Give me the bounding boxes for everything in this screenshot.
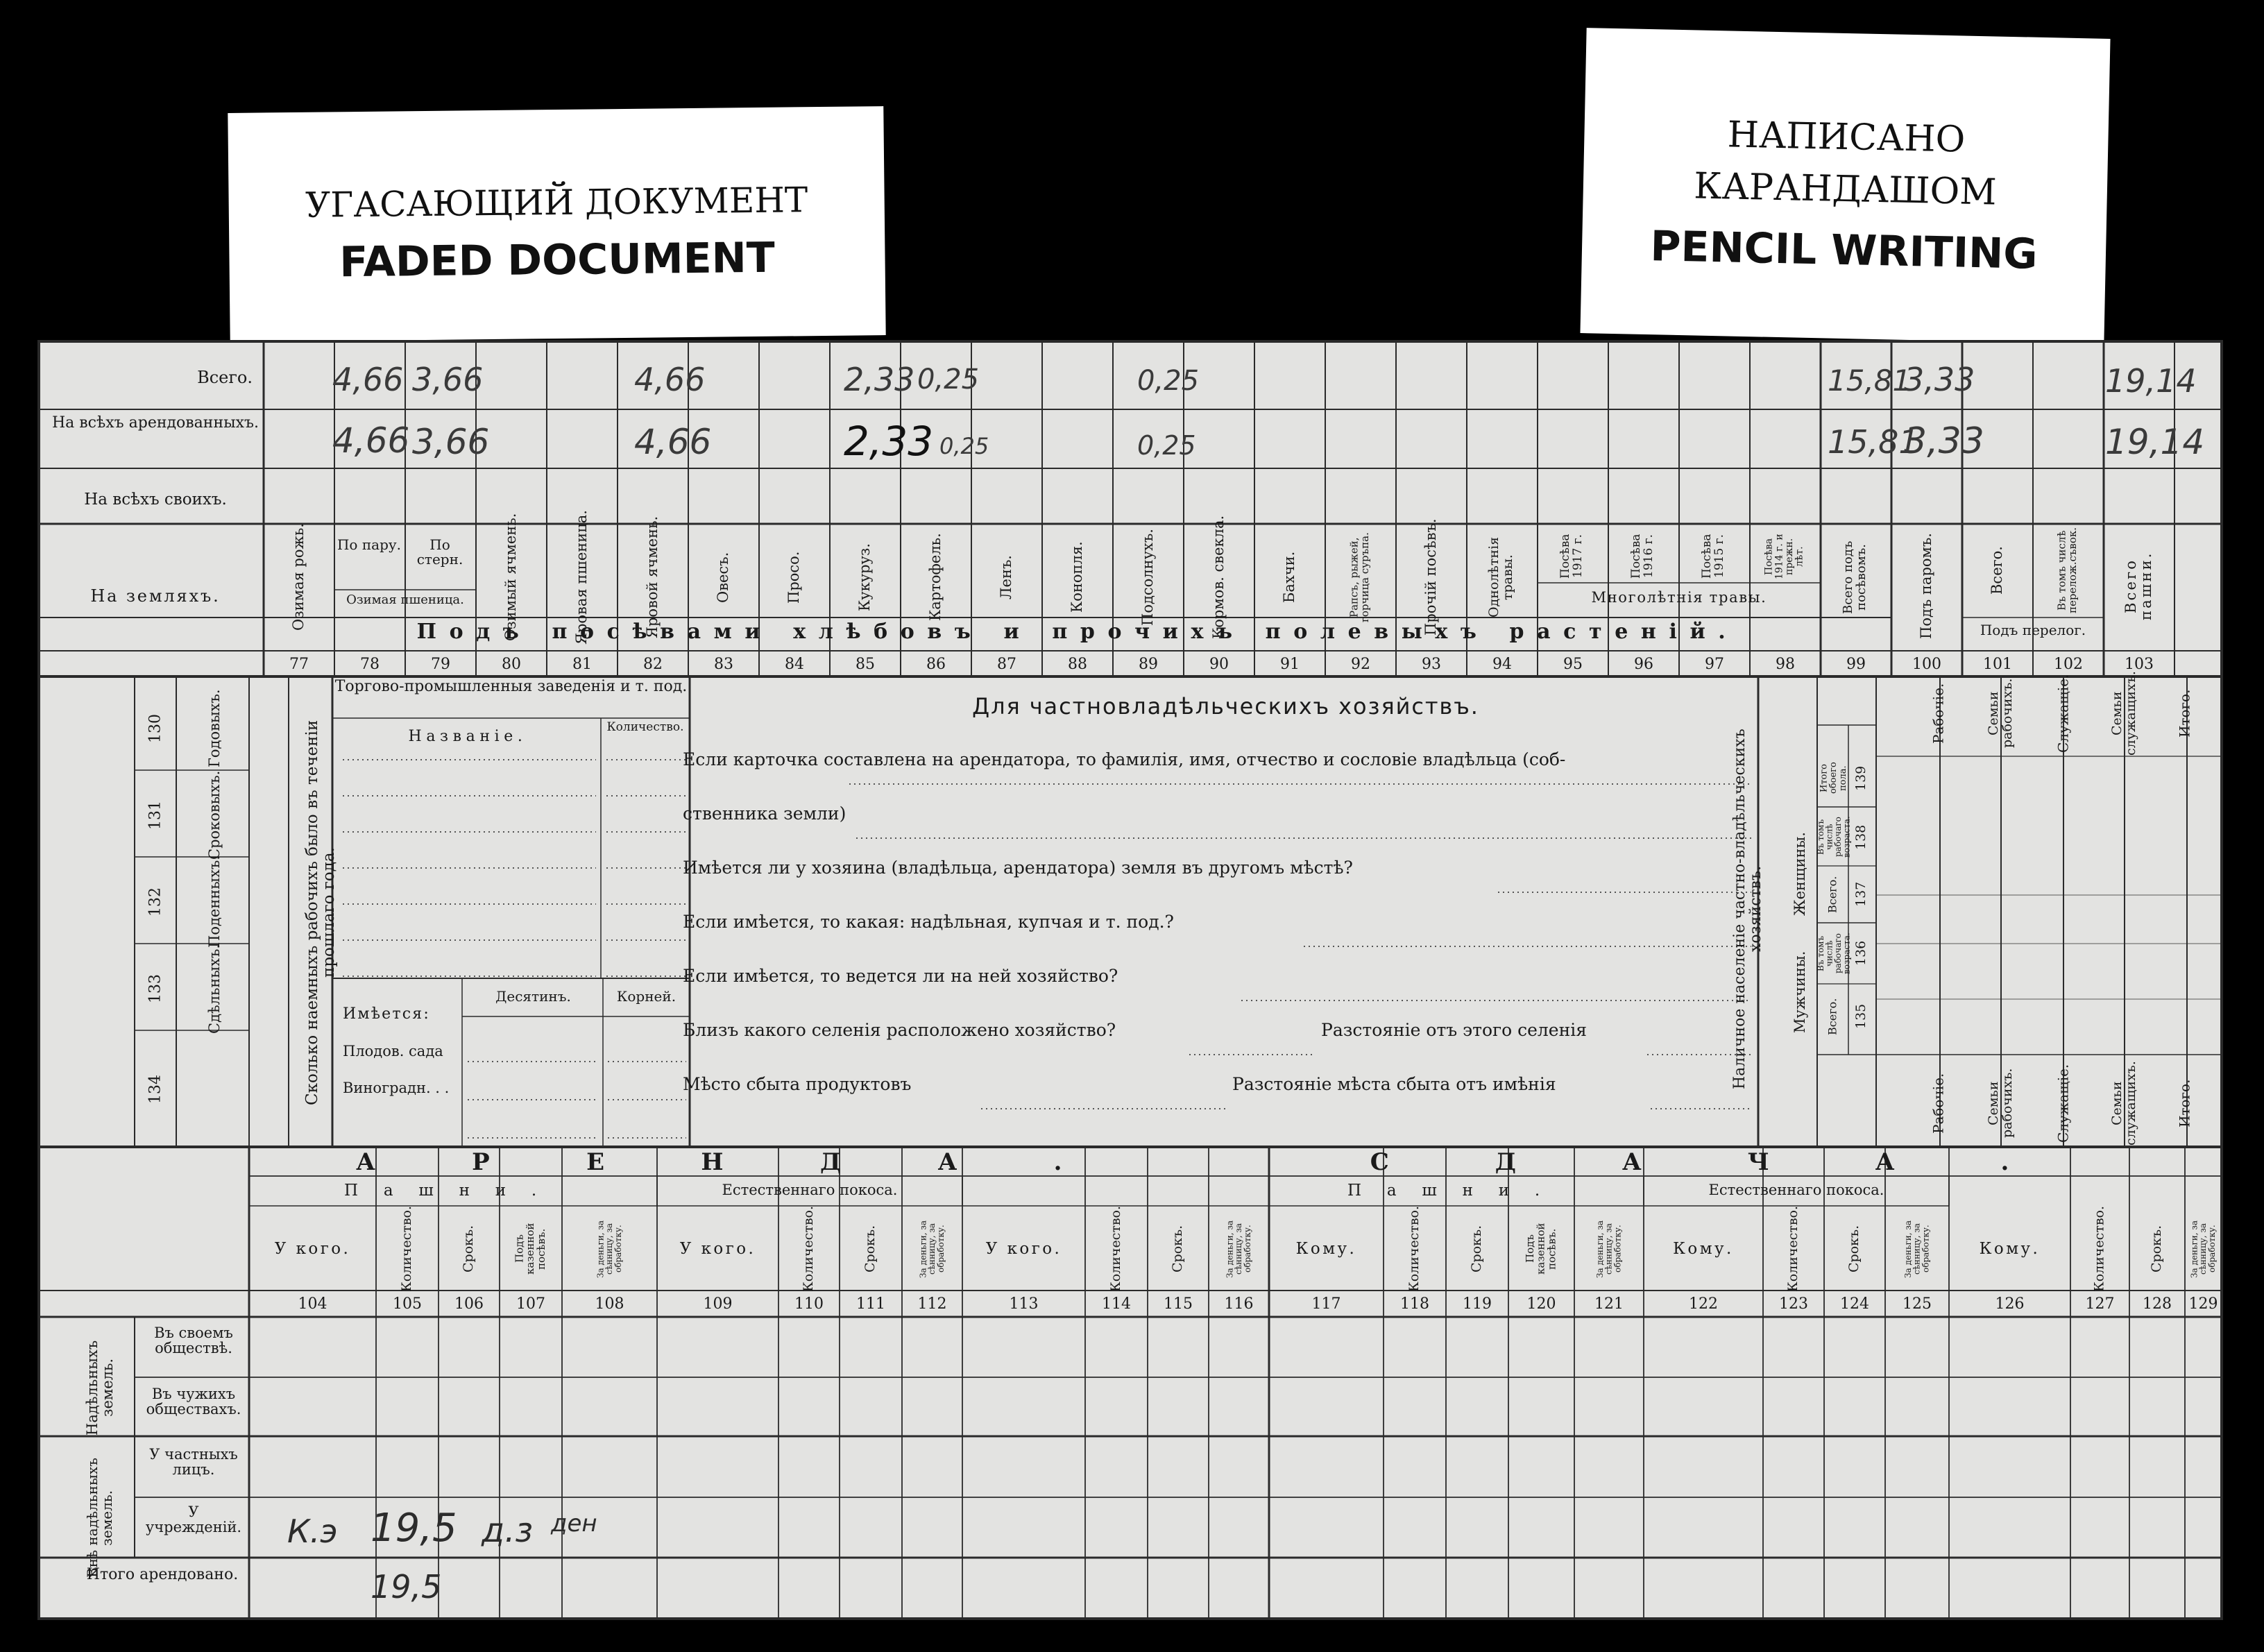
sluzh-bottom: Служащіе. <box>2054 1064 2072 1143</box>
faded-document-sticker <box>228 106 885 342</box>
pencil-105: 19,5 <box>371 1506 457 1551</box>
q5: Близъ какого селенія расположено хозяйство? <box>683 1020 1116 1040</box>
bottom-col-num-128: 128 <box>2143 1295 2172 1313</box>
men-vtomchisle: Въ томъ числѣ рабочаго возраста. <box>1815 933 1852 974</box>
col-89-label: Подсолнухъ. <box>1139 529 1156 626</box>
semi-rab-top: Семьи рабочихъ. <box>1986 678 2015 749</box>
row-label-zemli: На земляхъ. <box>90 586 221 606</box>
row-uchrezh: У учрежденій. <box>145 1504 242 1536</box>
col-93-label: Прочій посѣвъ. <box>1422 518 1439 636</box>
arenda-pashni: Пашни. <box>344 1182 562 1200</box>
vne-group-label: Внѣ надѣльныхъ земель. <box>84 1458 115 1578</box>
bottom-col-num-106: 106 <box>454 1295 484 1313</box>
sluzh-top: Служащіе. <box>2054 674 2072 753</box>
num-134: 134 <box>146 1075 164 1104</box>
pencil-106: д.з <box>482 1511 533 1550</box>
pencil-vsego-100: 3,33 <box>1904 361 1975 398</box>
pencil-arend-103: 19,14 <box>2105 422 2205 462</box>
top-col-num-101: 101 <box>1983 656 2012 673</box>
bottom-header-114: Количество. <box>1108 1205 1124 1292</box>
pencil-total: 19,5 <box>371 1568 442 1606</box>
label-130: Годовыхъ. <box>205 689 223 768</box>
pencil-arend-78: 3,66 <box>412 422 490 462</box>
bottom-header-124: Срокъ. <box>1846 1225 1862 1273</box>
bottom-header-105: Количество. <box>399 1205 415 1292</box>
col-86-label: Картофель. <box>926 533 944 622</box>
pencil-arend-86: 0,25 <box>939 433 989 459</box>
bottom-col-num-127: 127 <box>2085 1295 2115 1313</box>
men-vsego: Всего. <box>1825 998 1839 1035</box>
bottom-col-num-110: 110 <box>794 1295 824 1313</box>
top-col-num-82: 82 <box>643 656 663 673</box>
col-103-label: Всего пашни. <box>2122 551 2154 621</box>
top-col-num-89: 89 <box>1139 656 1158 673</box>
bottom-header-116: За деньги, за сѣнницу, за обработку. <box>1225 1220 1252 1278</box>
banner-pod-posevami: Подъ посѣвами хлѣбовъ и прочихъ полевыхъ растеній. <box>416 620 1739 644</box>
bottom-header-106: Срокъ. <box>461 1225 477 1273</box>
bottom-header-125: За деньги, за сѣнницу, за обработку. <box>1903 1220 1931 1278</box>
col-96-label: Посѣва 1916 г. <box>1629 534 1656 579</box>
faded-sticker-en: FADED DOCUMENT <box>339 233 776 287</box>
num-131: 131 <box>146 801 164 830</box>
sdacha-title: СДАЧА. <box>1370 1148 2116 1176</box>
top-col-num-84: 84 <box>785 656 804 673</box>
bottom-col-num-113: 113 <box>1009 1295 1039 1313</box>
col-94-label: Однолѣтнія травы. <box>1486 536 1515 618</box>
arenda-pokos: Естественнаго покоса. <box>722 1182 898 1198</box>
vinograd-label: Виноградн. . . <box>343 1080 450 1096</box>
semi-sluzh-bottom: Семьи служащихъ. <box>2109 1061 2138 1146</box>
ozimaya-pshenitsa-label: Озимая пшеница. <box>346 593 464 607</box>
col-80-label: Озимый ячмень. <box>502 513 519 642</box>
bottom-col-num-116: 116 <box>1224 1295 1254 1313</box>
num-139: 139 <box>1853 765 1869 791</box>
trade-title: Торгово-промышленныя заведенія и т. под. <box>334 678 688 695</box>
row-svoem: Въ своемъ обществѣ. <box>154 1325 233 1357</box>
bottom-header-115: Срокъ. <box>1170 1225 1186 1273</box>
semi-sluzh-top: Семьи служащихъ. <box>2109 671 2138 756</box>
sdacha-pashni: Пашни. <box>1347 1182 1565 1200</box>
bottom-col-num-122: 122 <box>1689 1295 1718 1313</box>
bottom-header-128: Срокъ. <box>2149 1225 2165 1273</box>
bottom-header-120: Подъ казенной посѣвъ. <box>1523 1223 1558 1275</box>
label-133: Сдѣльныхъ. <box>205 944 223 1034</box>
top-col-num-96: 96 <box>1634 656 1653 673</box>
nadel-group-label: Надѣльныхъ земель. <box>83 1340 116 1436</box>
rabochie-bottom: Рабочіе. <box>1930 1073 1947 1134</box>
q6b: Разстояніе мѣста сбыта отъ имѣнія <box>1232 1074 1556 1094</box>
population-vertical: Наличное населеніе частно-владѣльческихъ хозяйствъ. <box>1730 729 1764 1089</box>
q6: Мѣсто сбыта продуктовъ <box>683 1074 912 1094</box>
top-col-num-102: 102 <box>2054 656 2083 673</box>
top-col-num-92: 92 <box>1351 656 1370 673</box>
top-col-num-93: 93 <box>1422 656 1441 673</box>
pencil-vsego-85: 2,33 <box>844 361 915 398</box>
private-title: Для частновладѣльческихъ хозяйствъ. <box>972 693 1479 719</box>
pencil-vsego-99: 15,81 <box>1828 364 1912 398</box>
pencil-vsego-82: 4,66 <box>634 361 706 398</box>
col-85-label: Кукуруз. <box>856 543 873 612</box>
col-101-label: Всего. <box>1988 546 2005 595</box>
trade-name-header: Названіе. <box>408 728 527 745</box>
pencil-vsego-77: 4,66 <box>332 361 404 398</box>
bottom-col-num-112: 112 <box>917 1295 947 1313</box>
bottom-col-num-119: 119 <box>1463 1295 1492 1313</box>
row-label-svoih: На всѣхъ своихъ. <box>84 491 227 509</box>
top-col-num-98: 98 <box>1776 656 1795 673</box>
row-itogo-arend: Итого арендовано. <box>86 1566 239 1583</box>
bottom-col-num-123: 123 <box>1779 1295 1808 1313</box>
col-100-label: Подъ паромъ. <box>1917 533 1934 639</box>
bottom-col-num-121: 121 <box>1594 1295 1624 1313</box>
pencil-107: ден <box>551 1510 597 1538</box>
row-chuzhih: Въ чужихъ обществахъ. <box>146 1386 241 1418</box>
pencil-104: К.э <box>287 1513 338 1550</box>
women-vtomchisle: Въ томъ числѣ рабочаго возраста. <box>1815 816 1852 858</box>
bottom-col-num-118: 118 <box>1400 1295 1429 1313</box>
col-78-label: По пару. <box>337 536 402 553</box>
q5b: Разстояніе отъ этого селенія <box>1321 1020 1588 1040</box>
sad-label: Плодов. сада <box>343 1043 443 1059</box>
korney-header: Корней. <box>616 988 676 1005</box>
col-87-label: Ленъ. <box>997 555 1014 599</box>
num-132: 132 <box>146 887 164 917</box>
bottom-col-num-111: 111 <box>856 1295 885 1313</box>
col-81-label: Яровая пшеница. <box>572 510 590 645</box>
col-92-label: Рапсъ, рыжей, горчица суръпа. <box>1347 532 1371 622</box>
top-col-num-91: 91 <box>1280 656 1300 673</box>
top-col-num-95: 95 <box>1563 656 1583 673</box>
top-col-num-87: 87 <box>997 656 1016 673</box>
desyatin-header: Десятинъ. <box>495 988 571 1005</box>
bottom-col-num-124: 124 <box>1840 1295 1869 1313</box>
q2: Имѣется ли у хозяина (владѣльца, арендатора) земля въ другомъ мѣстѣ? <box>683 858 1353 878</box>
q1b: ственника земли) <box>683 803 846 824</box>
q3: Если имѣется, то какая: надѣльная, купчая и т. под.? <box>683 912 1174 932</box>
num-137: 137 <box>1853 881 1869 908</box>
pencil-vsego-78: 3,66 <box>412 361 484 398</box>
women-label: Женщины. <box>1791 832 1808 917</box>
q4: Если имѣется, то ведется ли на ней хозяйство? <box>683 966 1118 986</box>
itogo-top: Итого. <box>2176 689 2193 738</box>
pencil-arend-99: 15,81 <box>1828 423 1919 461</box>
pencil-vsego-86: 0,25 <box>917 364 980 395</box>
top-col-num-100: 100 <box>1912 656 1941 673</box>
pencil-arend-100: 3,33 <box>1904 420 1984 462</box>
num-133: 133 <box>146 974 164 1003</box>
label-132: Поденныхъ. <box>205 855 223 948</box>
women-vsego: Всего. <box>1825 876 1839 913</box>
top-col-num-79: 79 <box>431 656 450 673</box>
pencil-vsego-103: 19,14 <box>2105 362 2197 400</box>
col-95-label: Посѣва 1917 г. <box>1558 534 1585 579</box>
bottom-col-num-108: 108 <box>595 1295 624 1313</box>
bottom-header-126: Кому. <box>1979 1240 2041 1258</box>
sdacha-pokos: Естественнаго покоса. <box>1708 1182 1884 1198</box>
col-84-label: Просо. <box>785 551 802 604</box>
pencil-arend-82: 4,66 <box>634 422 712 462</box>
bottom-header-111: Срокъ. <box>862 1225 878 1273</box>
col-90-label: Кормов. свекла. <box>1209 515 1227 640</box>
bottom-col-num-104: 104 <box>298 1295 327 1313</box>
col-99-label: Всего подъ посѣвомъ. <box>1841 540 1869 614</box>
bottom-header-112: За деньги, за сѣнницу, за обработку. <box>918 1220 946 1278</box>
mnogoletnie-label: Многолѣтнія травы. <box>1591 589 1767 606</box>
bottom-col-num-120: 120 <box>1526 1295 1556 1313</box>
pencil-sticker-ru1: НАПИСАНО <box>1727 114 1966 161</box>
row-chastnyh: У частныхъ лицъ. <box>149 1446 238 1479</box>
bottom-header-127: Количество. <box>2091 1205 2107 1292</box>
semi-rab-bottom: Семьи рабочихъ. <box>1986 1068 2015 1139</box>
imeetsya-label: Имѣется: <box>343 1005 430 1023</box>
pod-perelog-label: Подъ перелог. <box>1980 622 2086 638</box>
col-82-label: Яровой ячмень. <box>643 516 661 639</box>
bottom-col-num-125: 125 <box>1903 1295 1932 1313</box>
pencil-vsego-89: 0,25 <box>1137 365 1200 397</box>
top-col-num-77: 77 <box>289 656 309 673</box>
pencil-sticker-ru2: КАРАНДАШОМ <box>1693 165 1998 214</box>
bottom-header-119: Срокъ. <box>1469 1225 1485 1273</box>
col-83-label: Овесъ. <box>714 552 731 603</box>
col-97-label: Посѣва 1915 г. <box>1700 534 1726 579</box>
bottom-col-num-129: 129 <box>2188 1295 2218 1313</box>
bottom-col-num-107: 107 <box>516 1295 545 1313</box>
pencil-sticker-en: PENCIL WRITING <box>1649 222 2039 279</box>
num-135: 135 <box>1853 1003 1869 1030</box>
top-col-num-78: 78 <box>360 656 380 673</box>
pencil-arend-77: 4,66 <box>332 420 410 461</box>
census-card <box>37 340 2223 1620</box>
men-label: Мужчины. <box>1791 951 1808 1034</box>
bottom-header-104: У кого. <box>274 1240 351 1258</box>
row-label-arend: На всѣхъ арендованныхъ. <box>51 414 259 432</box>
rabochie-top: Рабочіе. <box>1930 683 1947 744</box>
top-col-num-81: 81 <box>572 656 592 673</box>
q1a: Если карточка составлена на арендатора, то фамилія, имя, отчество и сословіе владѣльца (соб- <box>683 749 1566 769</box>
top-col-num-90: 90 <box>1209 656 1229 673</box>
top-col-num-83: 83 <box>714 656 733 673</box>
bottom-header-110: Количество. <box>801 1205 817 1292</box>
bottom-col-num-105: 105 <box>393 1295 422 1313</box>
pencil-arend-89: 0,25 <box>1137 430 1196 461</box>
top-col-num-80: 80 <box>502 656 521 673</box>
col-98-label: Посѣва 1914 г. и прежн. лѣт. <box>1763 534 1805 579</box>
trade-qty-header: Количество. <box>606 720 684 734</box>
itogo-bottom: Итого. <box>2176 1079 2193 1127</box>
itogo-both-label: Итого обоего пола. <box>1819 762 1848 794</box>
bottom-header-113: У кого. <box>985 1240 1062 1258</box>
col-77-label: Озимая рожь. <box>289 523 307 631</box>
col-102-label: Въ томъ числѣ перелож.съвок. <box>2055 527 2079 614</box>
col-91-label: Бахчи. <box>1280 551 1297 604</box>
bottom-header-122: Кому. <box>1673 1240 1734 1258</box>
top-col-num-88: 88 <box>1068 656 1087 673</box>
top-col-num-94: 94 <box>1492 656 1512 673</box>
row-label-vsego: Всего. <box>197 368 253 387</box>
bottom-col-num-114: 114 <box>1102 1295 1131 1313</box>
col-79-label: По стерн. <box>416 536 463 568</box>
faded-sticker-ru: УГАСАЮЩИЙ ДОКУМЕНТ <box>305 180 808 225</box>
top-col-num-85: 85 <box>856 656 875 673</box>
label-131: Сроковыхъ. <box>205 770 223 860</box>
arenda-title: АРЕНДА. <box>356 1148 1159 1176</box>
bottom-header-109: У кого. <box>679 1240 756 1258</box>
bottom-header-123: Количество. <box>1785 1205 1801 1292</box>
num-138: 138 <box>1853 824 1869 850</box>
pencil-arend-85: 2,33 <box>844 418 934 465</box>
bottom-header-129: За деньги, за сѣнницу, за обработку. <box>2189 1220 2217 1278</box>
bottom-header-117: Кому. <box>1295 1240 1357 1258</box>
bottom-header-118: Количество. <box>1406 1205 1422 1292</box>
bottom-col-num-117: 117 <box>1311 1295 1341 1313</box>
bottom-col-num-109: 109 <box>703 1295 733 1313</box>
top-col-num-97: 97 <box>1705 656 1724 673</box>
num-136: 136 <box>1853 940 1869 966</box>
top-col-num-99: 99 <box>1846 656 1866 673</box>
bottom-col-num-126: 126 <box>1995 1295 2025 1313</box>
bottom-col-num-115: 115 <box>1164 1295 1193 1313</box>
pencil-writing-sticker <box>1580 28 2110 344</box>
bottom-header-121: За деньги, за сѣнницу, за обработку. <box>1595 1220 1623 1278</box>
hired-workers-vertical: Сколько наемныхъ рабочихъ было въ теченіи прошлаго года. <box>303 719 338 1105</box>
col-88-label: Конопля. <box>1068 541 1085 613</box>
bottom-header-108: За деньги, за сѣнницу, за обработку. <box>595 1220 623 1278</box>
top-col-num-86: 86 <box>926 656 946 673</box>
top-col-num-103: 103 <box>2125 656 2154 673</box>
num-130: 130 <box>146 714 164 743</box>
bottom-header-107: Подъ казенной посѣвъ. <box>513 1223 547 1275</box>
